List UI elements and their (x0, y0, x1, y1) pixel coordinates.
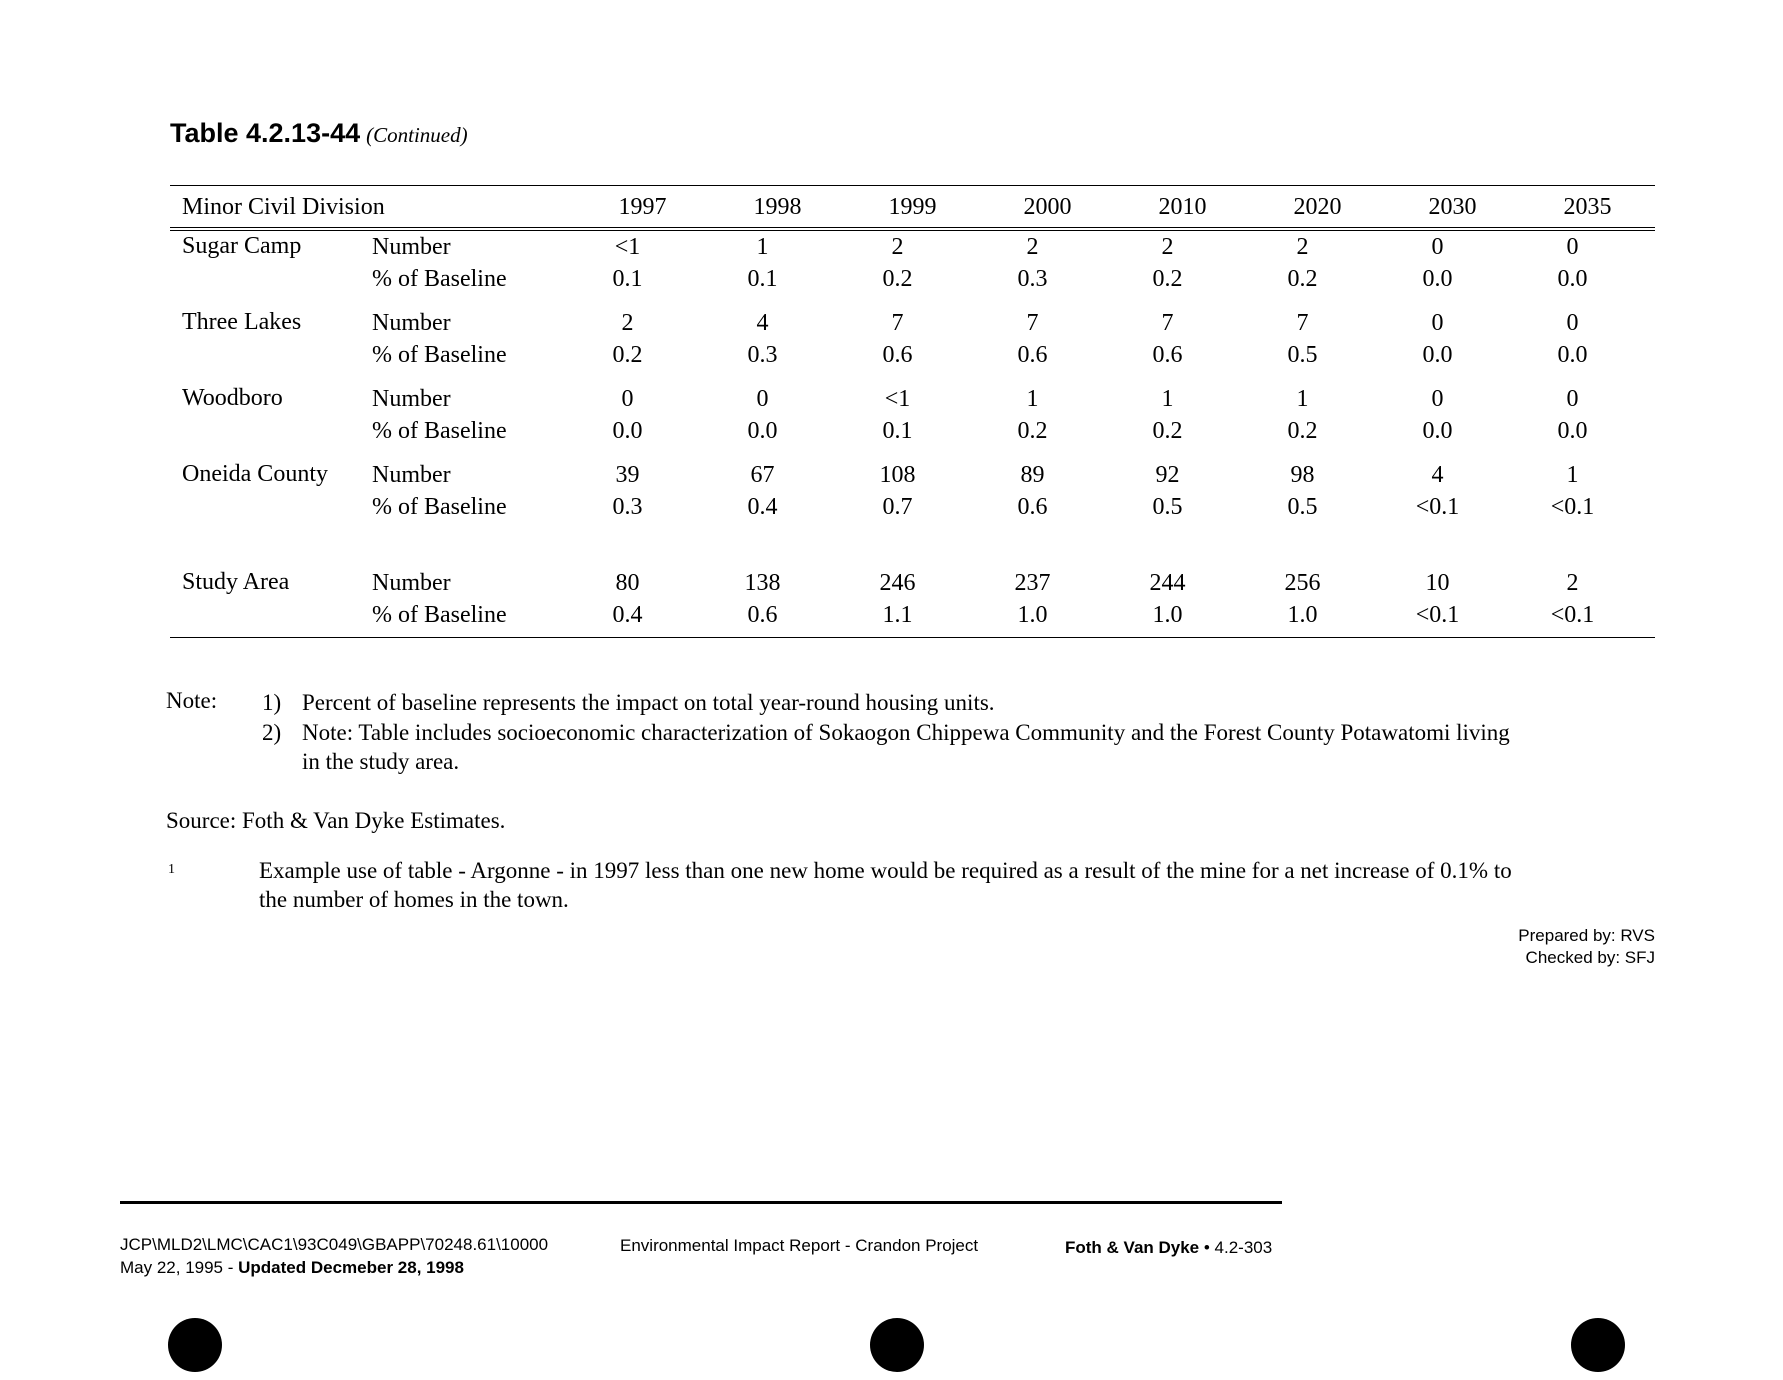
table-row (170, 459, 1655, 491)
table-title-label: Table 4.2.13-44 (170, 118, 361, 148)
table-row (170, 263, 1655, 295)
cell-value: 0 (1431, 385, 1444, 412)
cell-value: 0.0 (1557, 341, 1588, 368)
table-row (170, 415, 1655, 447)
header-year: 2010 (1115, 186, 1250, 230)
header-year: 2030 (1385, 186, 1520, 230)
row-spacer (170, 523, 1655, 567)
cell-value: 0.2 (882, 265, 913, 292)
cell-value: 0.6 (1017, 493, 1048, 520)
footer-path-block (120, 1233, 548, 1279)
metric-label: Number (372, 233, 451, 260)
punch-hole (168, 1318, 222, 1372)
cell-value: 0.2 (612, 341, 643, 368)
cell-value: 0.0 (1422, 341, 1453, 368)
cell-value: 0.7 (882, 493, 913, 520)
cell-value: 0 (1566, 233, 1579, 260)
cell-value: 0.4 (575, 599, 710, 638)
cell-value: 2 (1026, 233, 1039, 260)
metric-label: % of Baseline (360, 599, 575, 638)
cell-value: 1.0 (980, 599, 1115, 638)
cell-value: 7 (1026, 309, 1039, 336)
footer-page-number: • 4.2-303 (1203, 1238, 1273, 1257)
cell-value: 237 (1014, 569, 1051, 596)
cell-value: 0.2 (1287, 417, 1318, 444)
footer-file-path: JCP\MLD2\LMC\CAC1\93C049\GBAPP\70248.61\10000 (120, 1235, 549, 1254)
cell-value: 1.1 (845, 599, 980, 638)
cell-value: 138 (744, 569, 781, 596)
cell-value: 1 (1161, 385, 1174, 412)
cell-value: 0.1 (747, 265, 778, 292)
cell-value: 2 (1296, 233, 1309, 260)
cell-value: 0 (1431, 233, 1444, 260)
metric-label: % of Baseline (372, 417, 507, 444)
cell-value: 92 (1155, 461, 1180, 488)
cell-value: 0.0 (612, 417, 643, 444)
cell-value: 0.6 (710, 599, 845, 638)
row-spacer (170, 371, 1655, 383)
table-row (170, 339, 1655, 371)
cell-value: 0 (621, 385, 634, 412)
note-number: 2) (262, 720, 282, 745)
note-text: Note: Table includes socioeconomic characterization of Sokaogon Chippewa Community and the Forest County Potawatomi living (302, 720, 1510, 745)
cell-value: 2 (621, 309, 634, 336)
cell-value: 0.0 (1557, 265, 1588, 292)
cell-value: 0.6 (882, 341, 913, 368)
cell-value: 2 (1161, 233, 1174, 260)
cell-value: 0.1 (882, 417, 913, 444)
header-minor-civil-division: Minor Civil Division (170, 186, 575, 230)
cell-value: 0.0 (1422, 417, 1453, 444)
cell-value: 7 (891, 309, 904, 336)
cell-value: 1 (1566, 461, 1579, 488)
cell-value: 0.5 (1287, 493, 1318, 520)
checked-by: Checked by: SFJ (1525, 948, 1655, 967)
table-row (170, 491, 1655, 523)
footnote-mark: 1 (168, 862, 175, 877)
cell-value: 2 (1566, 569, 1579, 596)
cell-value: 98 (1290, 461, 1315, 488)
housing-impact-table (170, 185, 1655, 638)
cell-value: 0.6 (1017, 341, 1048, 368)
cell-value: 1.0 (1115, 599, 1250, 638)
table-row (170, 307, 1655, 339)
header-year: 1997 (575, 186, 710, 230)
cell-value: 0 (1566, 385, 1579, 412)
cell-value: 0.5 (1287, 341, 1318, 368)
cell-value: 0.2 (1152, 417, 1183, 444)
footnote-line: Example use of table - Argonne - in 1997 less than one new home would be required as a result of the mine for a net increase of 0.1% to (259, 858, 1512, 883)
footer-company: Foth & Van Dyke (1065, 1238, 1200, 1257)
table-row (170, 383, 1655, 415)
cell-value: 0 (1566, 309, 1579, 336)
cell-value: 0.2 (1287, 265, 1318, 292)
cell-value: <0.1 (1520, 599, 1655, 638)
table-title-continued: (Continued) (366, 123, 468, 147)
cell-value: 108 (879, 461, 916, 488)
metric-label: Number (372, 309, 451, 336)
cell-value: 0.6 (1152, 341, 1183, 368)
cell-value: 0.2 (1152, 265, 1183, 292)
note-text-continued: in the study area. (302, 749, 460, 774)
metric-label: % of Baseline (372, 265, 507, 292)
cell-value: 0.1 (612, 265, 643, 292)
cell-value: 0.0 (1422, 265, 1453, 292)
footer-page (1065, 1238, 1272, 1258)
table-row (170, 229, 1655, 263)
cell-value: 0.0 (747, 417, 778, 444)
table-header-row (170, 186, 1655, 230)
cell-value: <1 (614, 233, 641, 260)
footer-report-title: Environmental Impact Report - Crandon Project (620, 1236, 979, 1255)
metric-label: % of Baseline (372, 493, 507, 520)
note-item (262, 688, 1662, 717)
cell-value: 1 (1296, 385, 1309, 412)
header-year: 2035 (1520, 186, 1655, 230)
footer-date-updated: Updated Decmeber 28, 1998 (238, 1258, 464, 1277)
cell-value: 80 (615, 569, 640, 596)
cell-value: <1 (884, 385, 911, 412)
cell-value: 1 (1026, 385, 1039, 412)
prepared-block (1518, 925, 1655, 969)
cell-value: 244 (1149, 569, 1186, 596)
footnote-line: the number of homes in the town. (259, 887, 569, 912)
punch-hole (870, 1318, 924, 1372)
footer-date (120, 1256, 548, 1279)
metric-label: % of Baseline (372, 341, 507, 368)
cell-value: <0.1 (1550, 493, 1595, 520)
cell-value: 0 (756, 385, 769, 412)
table-title (170, 118, 468, 149)
note-number: 1) (262, 690, 282, 715)
cell-value: 246 (879, 569, 916, 596)
cell-value: 89 (1020, 461, 1045, 488)
metric-label: Number (372, 569, 451, 596)
footer-divider (120, 1201, 1282, 1204)
cell-value: 67 (750, 461, 775, 488)
cell-value: 0.5 (1152, 493, 1183, 520)
region-name: Three Lakes (182, 309, 302, 335)
region-name: Oneida County (182, 461, 328, 487)
footnote-text (259, 856, 1659, 914)
cell-value: 7 (1296, 309, 1309, 336)
cell-value: 0.3 (747, 341, 778, 368)
metric-label: Number (372, 461, 451, 488)
cell-value: 0.0 (1557, 417, 1588, 444)
row-spacer (170, 447, 1655, 459)
footer-date-prefix: May 22, 1995 - (120, 1258, 239, 1277)
cell-value: 2 (891, 233, 904, 260)
cell-value: 256 (1284, 569, 1321, 596)
header-year: 2000 (980, 186, 1115, 230)
cell-value: 1.0 (1250, 599, 1385, 638)
cell-value: 0 (1431, 309, 1444, 336)
metric-label: Number (372, 385, 451, 412)
header-year: 2020 (1250, 186, 1385, 230)
punch-hole (1571, 1318, 1625, 1372)
row-spacer (170, 295, 1655, 307)
note-item (262, 718, 1662, 776)
cell-value: 10 (1425, 569, 1450, 596)
cell-value: 0.3 (612, 493, 643, 520)
cell-value: 0.3 (1017, 265, 1048, 292)
note-text: Percent of baseline represents the impact on total year-round housing units. (302, 690, 995, 715)
cell-value: 39 (615, 461, 640, 488)
prepared-by: Prepared by: RVS (1518, 926, 1655, 945)
region-name: Study Area (170, 567, 360, 638)
header-year: 1998 (710, 186, 845, 230)
table-row (170, 567, 1655, 599)
note-label: Note: (166, 688, 218, 713)
cell-value: 4 (756, 309, 769, 336)
table-row (170, 599, 1655, 638)
cell-value: 1 (756, 233, 769, 260)
region-name: Woodboro (182, 385, 283, 411)
cell-value: <0.1 (1385, 599, 1520, 638)
header-year: 1999 (845, 186, 980, 230)
cell-value: 7 (1161, 309, 1174, 336)
cell-value: 0.4 (747, 493, 778, 520)
source-line: Source: Foth & Van Dyke Estimates. (166, 808, 506, 833)
cell-value: 4 (1431, 461, 1444, 488)
cell-value: 0.2 (1017, 417, 1048, 444)
cell-value: <0.1 (1415, 493, 1460, 520)
region-name: Sugar Camp (182, 233, 302, 259)
